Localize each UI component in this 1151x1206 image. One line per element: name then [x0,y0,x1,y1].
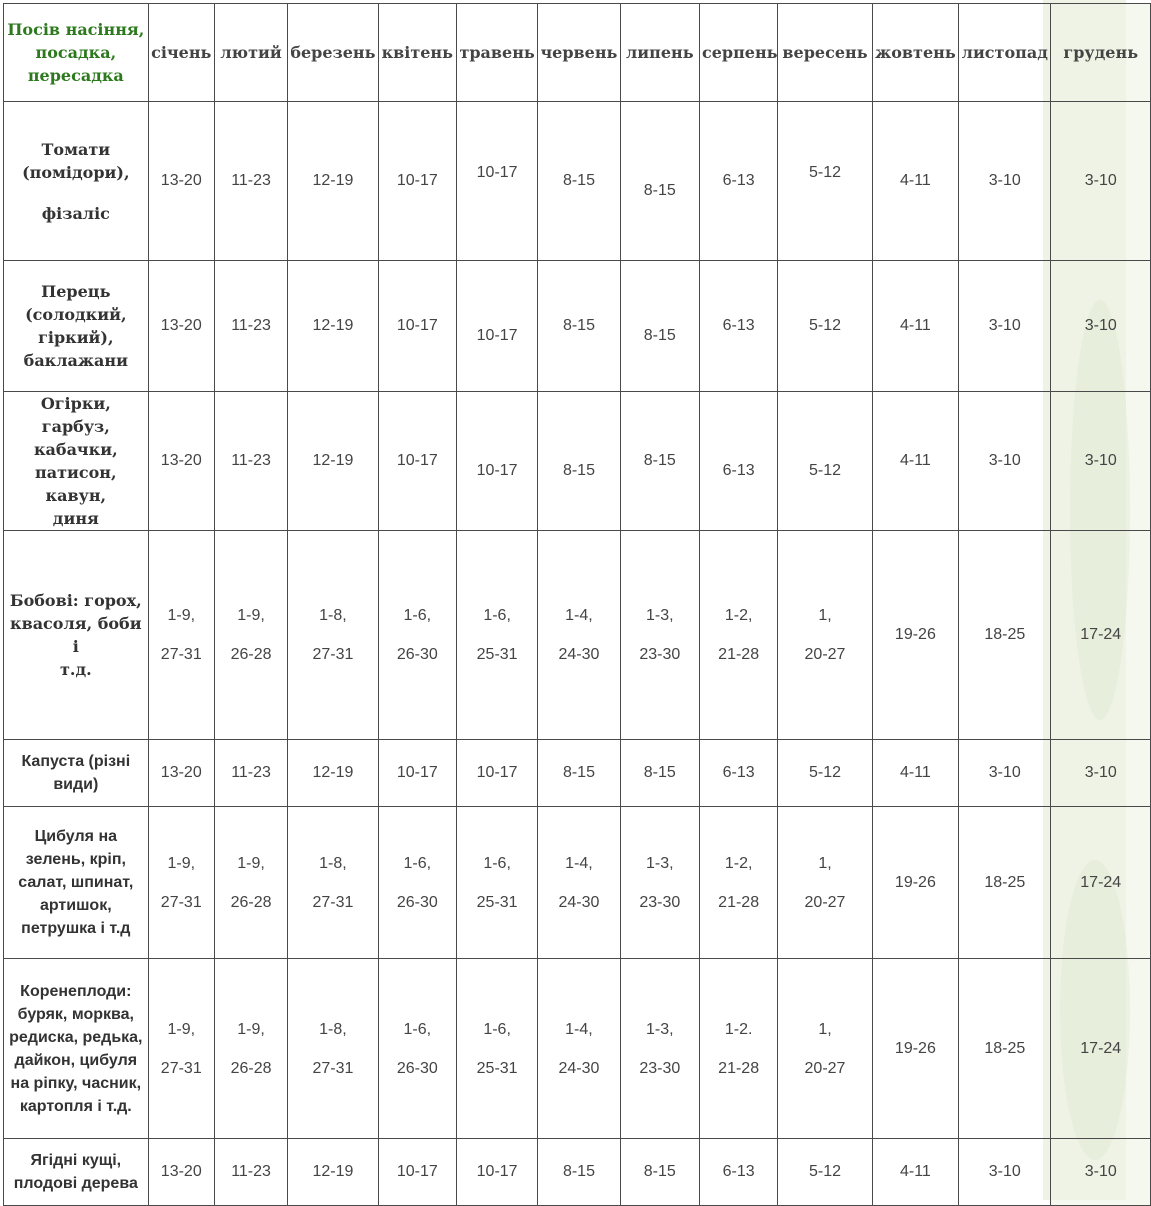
date-cell [620,392,699,531]
date-cell [699,102,777,261]
date-cell [288,1139,378,1206]
date-range: 18-25 [984,1039,1026,1057]
date-range: 1, [818,1020,832,1038]
date-range: 13-20 [160,452,202,469]
date-range: 5-12 [808,317,842,334]
date-cell [872,1139,958,1206]
date-cell [378,1139,456,1206]
date-cell [456,261,537,392]
date-cell [872,807,958,959]
date-range: 23-30 [639,893,681,911]
date-range: 26-30 [396,893,438,911]
date-range: 23-30 [639,646,681,663]
date-range: 13-20 [160,764,202,781]
crop-label-line: патисон, кавун, [35,463,117,505]
date-cell [378,740,456,807]
date-cell [959,392,1051,531]
date-range: 1-2, [724,607,753,624]
date-cell [699,959,777,1139]
date-range: 3-10 [1084,452,1117,469]
month-header-2: березень [288,4,378,102]
crop-label-line: квасоля, боби і [10,614,142,656]
date-range: 10-17 [476,164,518,181]
date-cell [288,392,378,531]
crop-label-line: Огірки, гарбуз, [40,394,111,436]
date-cell [959,807,1051,959]
date-cell [872,261,958,392]
month-header-7: серпень [699,4,777,102]
crop-label-line: Ягідні кущі, [30,1152,122,1169]
date-range: 3-10 [1084,172,1117,189]
crop-label-line: картопля і т.д. [19,1097,132,1115]
date-cell [620,807,699,959]
crop-label-line: артишок, [39,897,112,914]
date-range: 3-10 [1084,1163,1117,1180]
date-cell [148,531,214,740]
date-range: 5-12 [808,462,842,479]
crop-label-line: види) [53,776,99,793]
date-cell [538,102,620,261]
date-cell [456,959,537,1139]
table-row [4,807,1151,959]
date-cell [214,261,287,392]
date-range: 1-6, [483,607,511,624]
date-cell [214,807,287,959]
date-cell [148,392,214,531]
corner-header-line: посадка, [35,43,117,62]
month-header-8: вересень [778,4,872,102]
date-cell [214,102,287,261]
crop-label-line: кабачки, [33,440,118,459]
date-cell [378,102,456,261]
date-range: 12-19 [312,452,354,469]
date-range: 4-11 [899,317,931,334]
date-range: 5-12 [808,764,842,781]
date-range: 4-11 [899,1163,931,1180]
date-range: 1-4, [565,1020,593,1038]
date-range: 8-15 [643,1163,676,1180]
date-cell [620,959,699,1139]
date-range: 18-25 [984,626,1026,643]
date-range: 13-20 [160,317,202,334]
crop-label [4,959,149,1139]
date-cell [288,959,378,1139]
date-range: 23-30 [639,1059,681,1077]
table-row [4,740,1151,807]
date-cell [288,261,378,392]
crop-label-line: плодові дерева [13,1175,138,1192]
date-range: 12-19 [312,317,354,334]
crop-label-line: дайкон, цибуля [14,1051,138,1069]
date-range: 4-11 [899,172,931,189]
month-header-11: грудень [1051,4,1151,102]
crop-label-line: Перець [41,282,111,301]
date-cell [778,807,872,959]
corner-header [4,4,149,102]
month-header-1: лютий [214,4,287,102]
date-cell [959,740,1051,807]
date-range: 10-17 [396,317,438,334]
crop-label-line: Томати [41,139,111,159]
month-header-3: квітень [378,4,456,102]
date-cell [872,740,958,807]
date-range: 10-17 [396,764,438,781]
date-cell [872,102,958,261]
date-cell [699,261,777,392]
date-range: 27-31 [160,893,202,911]
date-range: 17-24 [1080,626,1122,643]
date-cell [778,392,872,531]
date-range: 10-17 [476,327,518,344]
date-range: 25-31 [476,646,518,663]
date-range: 1, [818,607,832,624]
date-cell [456,102,537,261]
date-range: 3-10 [988,1163,1021,1180]
date-cell [1051,531,1151,740]
date-cell [778,531,872,740]
date-range: 10-17 [396,172,438,189]
date-range: 1-3, [646,607,674,624]
month-header-6: липень [620,4,699,102]
date-cell [699,392,777,531]
date-cell [214,1139,287,1206]
date-cell [378,959,456,1139]
date-range: 26-28 [230,1059,272,1077]
table-row [4,1139,1151,1206]
date-range: 1-9, [167,854,196,872]
date-range: 4-11 [899,764,931,781]
date-cell [778,261,872,392]
date-cell [378,392,456,531]
date-cell [872,392,958,531]
table-row [4,261,1151,392]
date-range: 26-28 [230,893,272,911]
month-header-0: січень [148,4,214,102]
date-range: 25-31 [476,893,518,911]
date-cell [456,1139,537,1206]
crop-label-line: буряк, морква, [17,1005,134,1023]
date-range: 1-9, [167,607,196,624]
date-cell [778,1139,872,1206]
date-cell [214,531,287,740]
corner-header-line: Посів насіння, [7,20,145,39]
date-range: 24-30 [558,646,600,663]
date-range: 8-15 [562,1163,595,1180]
date-range: 11-23 [231,764,271,781]
date-range: 27-31 [312,646,354,663]
crop-label [4,740,149,807]
crop-label-line: зелень, кріп, [25,851,126,868]
date-range: 25-31 [476,1059,518,1077]
date-range: 10-17 [396,452,438,469]
date-range: 18-25 [984,873,1026,891]
date-range: 13-20 [160,172,202,189]
date-cell [959,1139,1051,1206]
date-range: 8-15 [643,764,676,781]
crop-label-line: диня [52,509,99,528]
date-cell [699,740,777,807]
date-range: 1-8, [319,854,347,872]
table-row [4,392,1151,531]
date-range: 1-4, [565,607,593,624]
date-range: 11-23 [231,172,271,189]
crop-label-line: на ріпку, часник, [10,1074,142,1092]
crop-label [4,392,149,531]
date-range: 27-31 [160,646,202,663]
date-range: 1-8, [319,1020,347,1038]
date-cell [538,392,620,531]
date-range: 1-4, [565,854,593,872]
date-range: 1-6, [403,607,432,624]
date-cell [699,531,777,740]
date-range: 26-28 [230,646,272,663]
date-cell [699,1139,777,1206]
date-cell [699,807,777,959]
date-range: 12-19 [312,172,354,189]
crop-label [4,1139,149,1206]
date-range: 6-13 [722,462,755,479]
date-cell [1051,392,1151,531]
date-cell [288,740,378,807]
date-range: 11-23 [231,317,271,334]
date-cell [620,1139,699,1206]
date-cell [214,392,287,531]
date-range: 6-13 [722,764,755,781]
crop-label-line: Коренеплоди: [20,982,132,1000]
corner-header-line: пересадка [27,66,124,85]
sowing-calendar-table [3,3,1151,1206]
date-range: 1-9, [237,854,265,872]
date-range: 5-12 [808,164,842,181]
date-range: 5-12 [808,1163,842,1180]
date-range: 12-19 [312,1163,354,1180]
date-cell [778,740,872,807]
date-range: 8-15 [643,452,676,469]
date-cell [1051,261,1151,392]
date-cell [456,807,537,959]
date-range: 3-10 [1084,764,1117,781]
date-range: 10-17 [476,462,518,479]
date-cell [1051,102,1151,261]
table-row [4,531,1151,740]
month-header-5: червень [538,4,620,102]
date-range: 1, [818,854,832,872]
date-range: 8-15 [562,317,595,334]
date-range: 11-23 [231,1163,271,1180]
crop-label [4,531,149,740]
crop-label-line: Бобові: горох, [9,591,142,610]
table-row [4,959,1151,1139]
date-range: 21-28 [718,1059,760,1077]
date-cell [148,807,214,959]
date-range: 27-31 [312,893,354,911]
date-range: 24-30 [558,1059,600,1077]
date-range: 8-15 [643,327,676,344]
date-cell [148,740,214,807]
month-header-9: жовтень [872,4,958,102]
date-range: 4-11 [899,452,931,469]
date-range: 8-15 [562,462,595,479]
date-cell [959,102,1051,261]
date-range: 1-3, [646,854,674,872]
date-cell [538,1139,620,1206]
date-cell [538,807,620,959]
date-cell [214,740,287,807]
date-range: 10-17 [476,764,518,781]
date-range: 1-6, [403,1020,432,1038]
date-cell [1051,1139,1151,1206]
date-cell [1051,740,1151,807]
date-cell [288,807,378,959]
date-cell [148,959,214,1139]
date-cell [456,740,537,807]
table-row [4,102,1151,261]
date-range: 3-10 [1084,317,1117,334]
date-cell [378,261,456,392]
date-cell [538,740,620,807]
date-range: 1-8, [319,607,347,624]
crop-label [4,261,149,392]
date-cell [456,392,537,531]
date-range: 19-26 [894,873,936,891]
date-range: 1-9, [237,1020,265,1038]
date-cell [620,102,699,261]
date-range: 3-10 [988,764,1021,781]
date-range: 1-6, [483,1020,511,1038]
header-row [4,4,1151,102]
date-cell [959,261,1051,392]
date-cell [1051,959,1151,1139]
date-cell [1051,807,1151,959]
date-range: 8-15 [562,764,595,781]
month-header-10: листопад [959,4,1051,102]
date-cell [214,959,287,1139]
crop-label-line: (помідори), [22,162,130,182]
date-range: 6-13 [722,172,755,189]
date-range: 3-10 [988,452,1021,469]
date-range: 8-15 [643,182,676,199]
date-range: 1-9, [167,1020,196,1038]
date-range: 24-30 [558,893,600,911]
date-cell [620,740,699,807]
date-range: 1-3, [646,1020,674,1038]
crop-label-line: петрушка і т.д [21,920,131,937]
crop-label [4,102,149,261]
date-range: 1-2, [724,854,753,872]
date-range: 1-6, [483,854,511,872]
date-cell [778,102,872,261]
date-cell [538,959,620,1139]
date-range: 3-10 [988,317,1021,334]
date-range: 19-26 [894,626,936,643]
date-cell [959,959,1051,1139]
date-range: 21-28 [718,646,760,663]
crop-label-line: (солодкий, [25,305,127,324]
date-range: 10-17 [396,1163,438,1180]
crop-label-line: Капуста (різні [21,753,131,770]
date-range: 26-30 [396,1059,438,1077]
date-range: 13-20 [160,1163,202,1180]
date-range: 6-13 [722,1163,755,1180]
date-range: 20-27 [804,893,846,911]
date-range: 26-30 [396,646,438,663]
date-range: 6-13 [722,317,755,334]
crop-label-line: баклажани [23,351,128,370]
date-range: 27-31 [160,1059,202,1077]
date-cell [538,261,620,392]
crop-label-line: салат, шпинат, [18,874,134,891]
date-cell [959,531,1051,740]
date-cell [538,531,620,740]
date-cell [148,261,214,392]
date-range: 11-23 [231,452,271,469]
date-range: 27-31 [312,1059,354,1077]
crop-label-line: т.д. [59,660,92,679]
date-range: 3-10 [988,172,1021,189]
date-cell [148,102,214,261]
date-range: 19-26 [894,1039,936,1057]
crop-label-line: Цибуля на [34,828,117,845]
date-cell [288,102,378,261]
date-range: 10-17 [476,1163,518,1180]
crop-label-line: гіркий), [38,328,114,347]
date-range: 1-6, [403,854,432,872]
crop-label-line: фізаліс [41,203,110,223]
date-cell [778,959,872,1139]
date-cell [378,807,456,959]
date-cell [456,531,537,740]
date-cell [288,531,378,740]
date-range: 17-24 [1080,1039,1122,1057]
date-range: 20-27 [804,1059,846,1077]
date-cell [620,531,699,740]
date-range: 17-24 [1080,873,1122,891]
date-cell [148,1139,214,1206]
date-range: 1-9, [237,607,265,624]
date-cell [378,531,456,740]
date-range: 12-19 [312,764,354,781]
date-range: 1-2. [724,1020,753,1038]
month-header-4: травень [456,4,537,102]
crop-label-line: редиска, редька, [9,1028,143,1046]
date-range: 8-15 [562,172,595,189]
date-cell [620,261,699,392]
crop-label [4,807,149,959]
date-range: 20-27 [804,646,846,663]
date-range: 21-28 [718,893,760,911]
date-cell [872,959,958,1139]
date-cell [872,531,958,740]
